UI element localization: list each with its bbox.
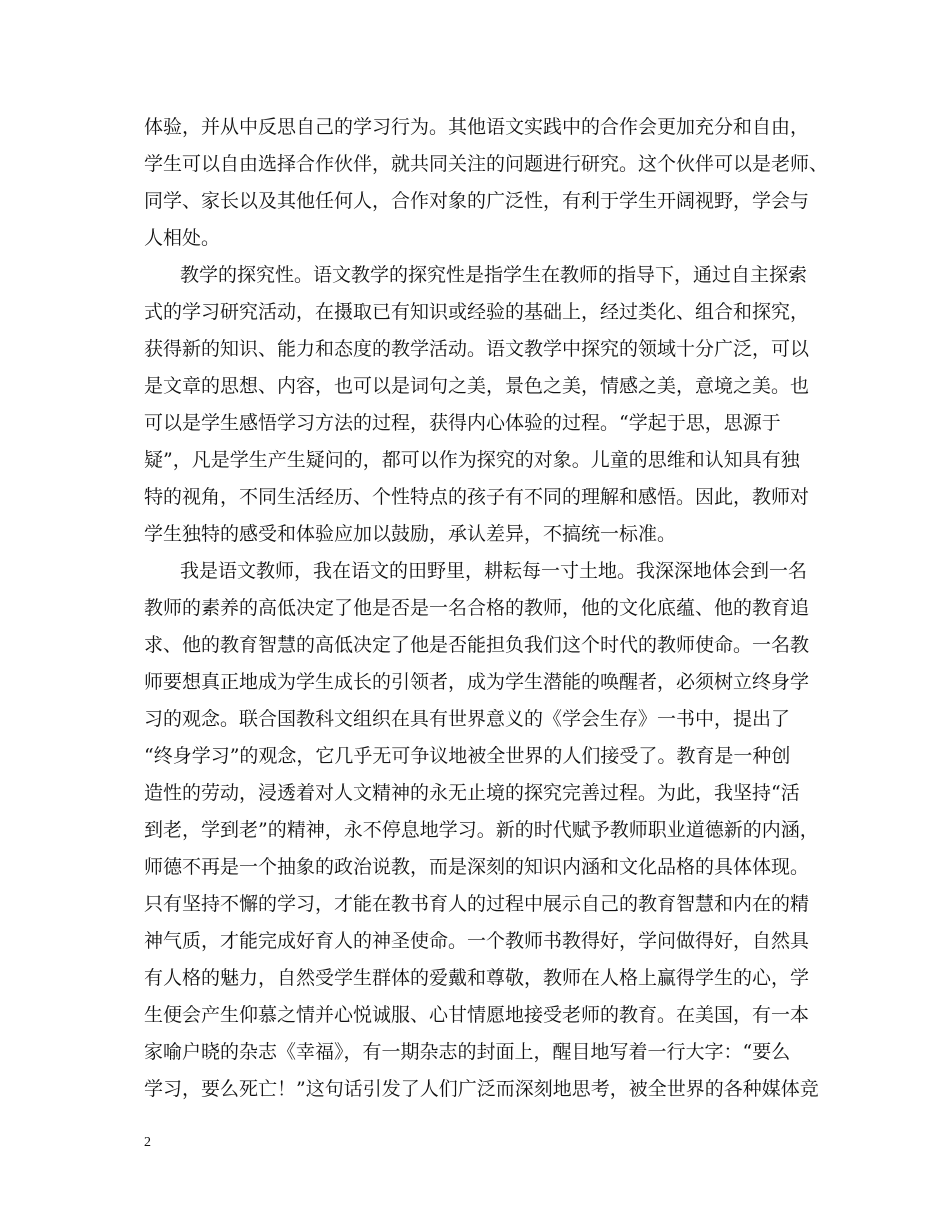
text-line: 神气质，才能完成好育人的神圣使命。一个教师书教得好，学问做得好，自然具 bbox=[144, 930, 810, 952]
text-line: 师要想真正地成为学生成长的引领者，成为学生潜能的唤醒者，必须树立终身学 bbox=[144, 671, 810, 693]
text-line: “终身学习”的观念，它几乎无可争议地被全世界的人们接受了。教育是一种创 bbox=[144, 745, 791, 767]
text-line: 学习，要么死亡！”这句话引发了人们广泛而深刻地思考，被全世界的各种媒体竞 bbox=[144, 1078, 819, 1100]
text-line: 是文章的思想、内容，也可以是词句之美，景色之美，情感之美，意境之美。也 bbox=[144, 375, 810, 397]
text-line: 求、他的教育智慧的高低决定了他是否能担负我们这个时代的教师使命。一名教 bbox=[144, 634, 810, 656]
text-line: 有人格的魅力，自然受学生群体的爱戴和尊敬，教师在人格上赢得学生的心，学 bbox=[144, 967, 810, 989]
text-line: 到老，学到老”的精神，永不停息地学习。新的时代赋予教师职业道德新的内涵， bbox=[144, 819, 819, 841]
text-line: 只有坚持不懈的学习，才能在教书育人的过程中展示自己的教育智慧和内在的精 bbox=[144, 893, 810, 915]
text-line: 师德不再是一个抽象的政治说教，而是深刻的知识内涵和文化品格的具体体现。 bbox=[144, 856, 810, 878]
text-line: 造性的劳动，浸透着对人文精神的永无止境的探究完善过程。为此，我坚持“活 bbox=[144, 782, 800, 804]
text-line: 学生可以自由选择合作伙伴，就共同关注的问题进行研究。这个伙伴可以是老师、 bbox=[144, 153, 829, 175]
text-line: 体验，并从中反思自己的学习行为。其他语文实践中的合作会更加充分和自由， bbox=[144, 116, 810, 138]
paragraph-start-line: 教学的探究性。语文教学的探究性是指学生在教师的指导下，通过自主探索 bbox=[180, 264, 808, 286]
text-line: 获得新的知识、能力和态度的教学活动。语文教学中探究的领域十分广泛，可以 bbox=[144, 338, 810, 360]
paragraph-start-line: 我是语文教师，我在语文的田野里，耕耘每一寸土地。我深深地体会到一名 bbox=[180, 560, 808, 582]
text-line: 人相处。 bbox=[144, 227, 221, 249]
text-line: 教师的素养的高低决定了他是否是一名合格的教师，他的文化底蕴、他的教育追 bbox=[144, 597, 810, 619]
text-line: 生便会产生仰慕之情并心悦诚服、心甘情愿地接受老师的教育。在美国，有一本 bbox=[144, 1004, 810, 1026]
text-line: 家喻户晓的杂志《幸福》，有一期杂志的封面上，醒目地写着一行大字：“要么 bbox=[144, 1041, 791, 1063]
text-line: 习的观念。联合国教科文组织在具有世界意义的《学会生存》一书中，提出了 bbox=[144, 708, 791, 730]
text-line: 可以是学生感悟学习方法的过程，获得内心体验的过程。“学起于思，思源于 bbox=[144, 412, 781, 434]
page-number: 2 bbox=[144, 1135, 151, 1150]
text-line: 同学、家长以及其他任何人，合作对象的广泛性，有利于学生开阔视野，学会与 bbox=[144, 190, 810, 212]
text-line: 学生独特的感受和体验应加以鼓励，承认差异，不搞统一标准。 bbox=[144, 523, 677, 545]
text-line: 疑”，凡是学生产生疑问的，都可以作为探究的对象。儿童的思维和认知具有独 bbox=[144, 449, 800, 471]
text-line: 特的视角，不同生活经历、个性特点的孩子有不同的理解和感悟。因此，教师对 bbox=[144, 486, 810, 508]
text-line: 式的学习研究活动，在摄取已有知识或经验的基础上，经过类化、组合和探究， bbox=[144, 301, 810, 323]
document-body bbox=[144, 109, 829, 1108]
